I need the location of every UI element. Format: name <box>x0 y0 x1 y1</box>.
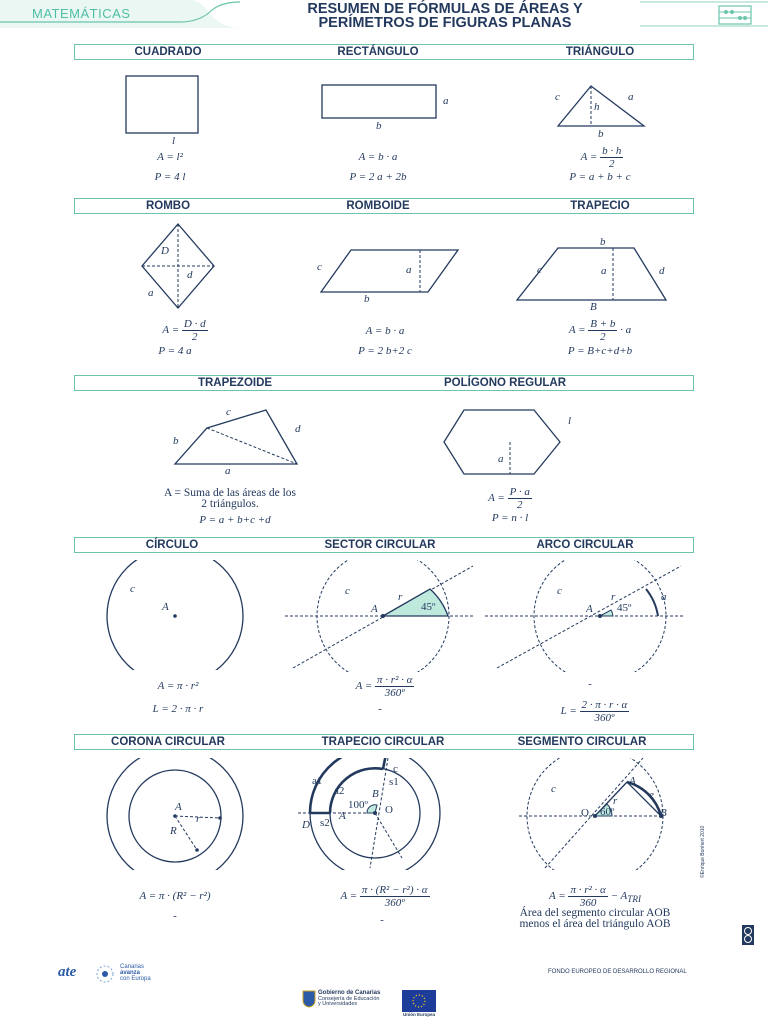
gobierno-canarias-shield-icon <box>302 990 316 1008</box>
subject-label: MATEMÁTICAS <box>32 6 131 21</box>
formula-rombo-perimetro: P = 4 a <box>158 345 192 357</box>
svg-text:a: a <box>148 287 154 299</box>
svg-text:c: c <box>345 585 350 597</box>
formula-trapezoide-perimetro: P = a + b+c +d <box>199 514 271 526</box>
canarias-avanza-text: Canarias avanza con Europa <box>120 964 151 982</box>
svg-text:A: A <box>629 775 636 787</box>
formula-cuadrado-area: A = l² <box>157 151 183 163</box>
label-cuadrado: CUADRADO <box>134 46 202 58</box>
annulus-figure <box>100 758 250 870</box>
svg-text:e: e <box>649 789 654 801</box>
svg-text:O: O <box>581 807 589 819</box>
hexagon-figure <box>438 404 588 480</box>
svg-text:a: a <box>498 453 504 465</box>
label-circulo: CÍRCULO <box>145 539 199 551</box>
formula-corona-perimetro: - <box>173 910 177 922</box>
formula-poligono-perimetro: P = n · l <box>491 512 529 524</box>
svg-text:D: D <box>161 245 169 257</box>
cc-license-icon <box>742 925 754 945</box>
section-band-row3 <box>74 375 694 391</box>
formula-corona-area: A = π · (R² − r²) <box>139 890 211 902</box>
circular-trapezoid-figure <box>290 758 470 870</box>
svg-text:b: b <box>600 236 606 248</box>
formula-cuadrado-perimetro: P = 4 l <box>154 171 186 183</box>
circular-segment-figure <box>505 758 685 870</box>
segmento-area-note: Área del segmento circular AOB menos el área del triángulo AOB <box>519 907 671 930</box>
canarias-europe-logo <box>94 964 116 984</box>
formula-rombo-area: A = $\frac{D \cdot d}{2}$ <box>162 318 206 343</box>
svg-text:b: b <box>376 120 382 132</box>
formula-romboide-area: A = b · a <box>365 325 405 337</box>
svg-text:45º: 45º <box>617 602 632 614</box>
square-figure <box>110 68 250 150</box>
svg-text:A: A <box>162 601 169 613</box>
label-sector-circular: SECTOR CIRCULAR <box>324 539 436 551</box>
label-trapecio-circular: TRAPECIO CIRCULAR <box>321 736 445 748</box>
svg-text:c: c <box>551 783 556 795</box>
svg-text:d: d <box>659 265 665 277</box>
formula-circulo-perimetro: L = 2 · π · r <box>152 703 204 715</box>
svg-text:D: D <box>302 819 310 831</box>
label-romboide: ROMBOIDE <box>346 200 410 212</box>
label-arco-circular: ARCO CIRCULAR <box>536 539 634 551</box>
eu-flag-icon <box>402 990 436 1012</box>
svg-text:r: r <box>611 591 616 603</box>
svg-text:r: r <box>398 591 403 603</box>
formula-sector-area: A = $\frac{\text{π · r² · α}}{\text{360º}}$ <box>355 674 413 699</box>
svg-text:a: a <box>628 91 634 103</box>
arc-figure <box>485 560 685 672</box>
formula-arco-longitud: L = $\frac{2 \cdot \pi \cdot r \cdot \alpha}{\text{360º}}$ <box>560 699 628 724</box>
label-triangulo: TRIÁNGULO <box>565 46 635 58</box>
triangle-figure <box>545 72 655 142</box>
formula-poligono-area: A = $\frac{P \cdot a}{2}$ <box>488 486 530 511</box>
svg-text:A: A <box>175 801 182 813</box>
svg-text:c: c <box>393 763 398 775</box>
svg-text:c: c <box>317 261 322 273</box>
formula-triangulo-perimetro: P = a + b + c <box>569 171 631 183</box>
rhombus-figure <box>130 218 230 314</box>
svg-text:B: B <box>372 788 379 800</box>
formula-arco-area: - <box>588 678 592 690</box>
label-rombo: ROMBO <box>145 200 191 212</box>
label-poligono-regular: POLÍGONO REGULAR <box>443 377 567 389</box>
formula-rectangulo-area: A = b · a <box>358 151 398 163</box>
svg-text:d: d <box>295 423 301 435</box>
rhomboid-figure <box>308 240 468 306</box>
svg-text:A: A <box>371 603 378 615</box>
formula-trapecio-circular-area: A = $\frac{\text{π · (R² − r²) · α}}{\text{360º}}$ <box>340 884 428 909</box>
svg-text:c: c <box>555 91 560 103</box>
svg-text:l: l <box>568 415 572 427</box>
formula-segmento-area: A = $\frac{\text{π · r² · α}}{360}$ − $A_{TRI}$ <box>548 884 641 909</box>
page-title: RESUMEN DE FÓRMULAS DE ÁREAS Y PERÍMETROS DE FIGURAS PLANAS <box>307 1 583 31</box>
formula-circulo-area: A = π · r² <box>157 680 199 692</box>
svg-text:s1: s1 <box>389 776 399 788</box>
formula-rectangulo-perimetro: P = 2 a + 2b <box>349 171 407 183</box>
rectangle-figure <box>310 76 470 136</box>
svg-text:a2: a2 <box>334 785 345 797</box>
svg-text:R: R <box>170 825 177 837</box>
trapezoide-area-note: A = Suma de las áreas de los 2 triángulos. <box>164 487 296 510</box>
formula-triangulo-area: A = $\frac{b \cdot h}{2}$ <box>580 145 622 170</box>
ate-logo: ate <box>58 964 77 980</box>
label-segmento-circular: SEGMENTO CIRCULAR <box>517 736 647 748</box>
svg-text:A: A <box>586 603 593 615</box>
svg-text:s2: s2 <box>320 817 330 829</box>
label-rectangulo: RECTÁNGULO <box>337 46 419 58</box>
union-europea-text: Unión Europea <box>403 1012 436 1017</box>
svg-text:60º: 60º <box>600 806 615 818</box>
svg-text:45º: 45º <box>421 601 436 613</box>
svg-text:d: d <box>187 269 193 281</box>
label-trapezoide: TRAPEZOIDE <box>197 377 273 389</box>
formula-sector-perimetro: - <box>378 703 382 715</box>
svg-text:O: O <box>385 804 393 816</box>
formula-trapecio-perimetro: P = B+c+d+b <box>567 345 633 357</box>
svg-text:h: h <box>594 101 600 113</box>
svg-text:c: c <box>130 583 135 595</box>
abacus-icon <box>718 5 752 25</box>
svg-text:a: a <box>406 264 412 276</box>
svg-text:100º: 100º <box>348 799 368 811</box>
svg-text:b: b <box>364 293 370 305</box>
formula-trapecio-circular-perimetro: - <box>380 914 384 926</box>
svg-text:c: c <box>537 264 542 276</box>
svg-text:B: B <box>660 807 667 819</box>
formula-trapecio-area: A = $\frac{B + b}{2}$ · a <box>568 318 632 343</box>
circle-figure <box>100 560 250 670</box>
svg-text:B: B <box>590 301 597 313</box>
fondo-europeo-text: FONDO EUROPEO DE DESARROLLO REGIONAL <box>548 969 687 975</box>
square-side-label: l <box>172 135 176 147</box>
svg-text:a: a <box>661 591 667 603</box>
trapezoid-irregular-figure <box>165 402 315 478</box>
label-trapecio: TRAPECIO <box>570 200 630 212</box>
svg-text:b: b <box>173 435 179 447</box>
svg-text:r: r <box>196 813 201 825</box>
svg-text:c: c <box>226 406 231 418</box>
svg-text:b: b <box>598 128 604 140</box>
formula-romboide-perimetro: P = 2 b+2 c <box>358 345 412 357</box>
gobierno-canarias-text: Gobierno de Canarias Consejería de Educación y Universidades <box>318 990 381 1007</box>
svg-text:A: A <box>339 810 346 822</box>
svg-text:c: c <box>557 585 562 597</box>
svg-text:r: r <box>613 795 618 807</box>
svg-text:a: a <box>601 265 607 277</box>
sector-figure <box>285 560 475 672</box>
copyright-text: ©Enrique Bonhert 2010 <box>700 825 706 878</box>
label-corona-circular: CORONA CIRCULAR <box>111 736 225 748</box>
svg-text:a1: a1 <box>312 775 323 787</box>
svg-text:a: a <box>225 465 231 477</box>
svg-text:a: a <box>443 95 449 107</box>
trapezoid-figure <box>505 234 680 314</box>
